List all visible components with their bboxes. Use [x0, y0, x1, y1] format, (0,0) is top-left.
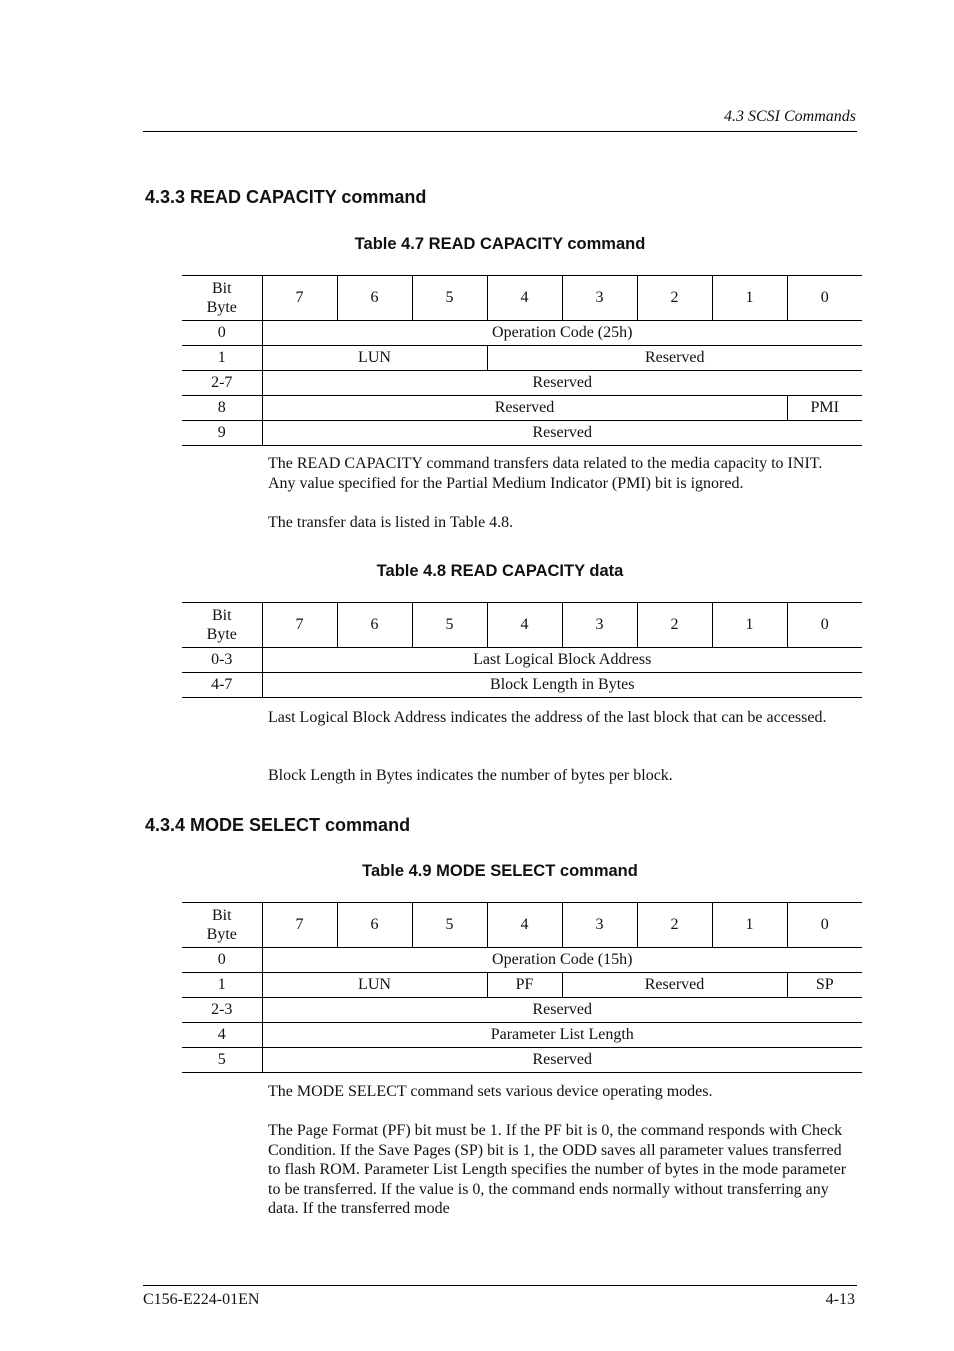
table-caption: Table 4.9 MODE SELECT command: [362, 862, 638, 880]
field-cell: PMI: [787, 396, 862, 421]
read-capacity-command-table: [182, 275, 862, 446]
footer-page-number: 4-13: [825, 1291, 855, 1308]
paragraph: Block Length in Bytes indicates the number of bytes per block.: [268, 767, 673, 784]
table-row: [182, 673, 862, 698]
bit-byte-header-cell: [182, 276, 262, 321]
bit-header-cell: 6: [337, 603, 412, 648]
field-cell: Operation Code (25h): [262, 321, 862, 346]
table-row: [182, 648, 862, 673]
running-head: 4.3 SCSI Commands: [723, 108, 856, 125]
table-row: [182, 321, 862, 346]
bit-header-cell: 5: [412, 903, 487, 948]
field-cell: Reserved: [262, 396, 787, 421]
bit-byte-header-cell: [182, 903, 262, 948]
field-cell: Operation Code (15h): [262, 948, 862, 973]
byte-cell: 1: [182, 973, 262, 998]
byte-cell: 8: [182, 396, 262, 421]
bit-header-cell: 3: [562, 603, 637, 648]
byte-label: Byte: [206, 626, 237, 643]
table-row: [182, 421, 862, 446]
table-row: [182, 973, 862, 998]
field-cell: Reserved: [262, 998, 862, 1023]
footer-rule: [143, 1285, 857, 1286]
byte-cell: 0: [182, 321, 262, 346]
footer-doc-number: C156-E224-01EN: [143, 1291, 260, 1308]
field-cell: Reserved: [262, 1048, 862, 1073]
table-row: [182, 396, 862, 421]
table-row: [182, 371, 862, 396]
bit-header-cell: 3: [562, 276, 637, 321]
bit-label: Bit: [211, 280, 232, 297]
paragraph: Last Logical Block Address indicates the address of the last block that can be accessed.: [268, 709, 827, 726]
field-cell: SP: [787, 973, 862, 998]
byte-cell: 0-3: [182, 648, 262, 673]
bit-header-cell: 2: [637, 603, 712, 648]
bit-label: Bit: [211, 907, 232, 924]
field-cell: Reserved: [562, 973, 787, 998]
byte-cell: 4-7: [182, 673, 262, 698]
field-cell: LUN: [262, 346, 487, 371]
bit-header-cell: 7: [262, 276, 337, 321]
table-row: [182, 1023, 862, 1048]
bit-header-cell: 3: [562, 903, 637, 948]
field-cell: Reserved: [487, 346, 862, 371]
field-cell: PF: [487, 973, 562, 998]
bit-header-cell: 7: [262, 903, 337, 948]
bit-byte-header-cell: [182, 603, 262, 648]
bit-header-cell: 5: [412, 603, 487, 648]
byte-cell: 1: [182, 346, 262, 371]
table-caption: Table 4.8 READ CAPACITY data: [376, 562, 624, 580]
paragraph: The READ CAPACITY command transfers data related to the media capacity to INIT. Any value specified for the Partial Medium Indicator (PMI) bit is ignored.: [268, 455, 823, 492]
bit-label: Bit: [211, 607, 232, 624]
byte-cell: 4: [182, 1023, 262, 1048]
bit-header-cell: 4: [487, 903, 562, 948]
byte-cell: 0: [182, 948, 262, 973]
field-cell: Block Length in Bytes: [262, 673, 862, 698]
byte-cell: 2-3: [182, 998, 262, 1023]
byte-label: Byte: [206, 926, 237, 943]
bit-header-cell: 4: [487, 603, 562, 648]
table-caption: Table 4.7 READ CAPACITY command: [354, 235, 646, 253]
bit-header-cell: 1: [712, 903, 787, 948]
header-rule: [143, 131, 857, 132]
read-capacity-data-table: [182, 602, 862, 698]
byte-cell: 2-7: [182, 371, 262, 396]
section-title: 4.3.4 MODE SELECT command: [145, 815, 411, 835]
field-cell: Parameter List Length: [262, 1023, 862, 1048]
bit-header-cell: 1: [712, 603, 787, 648]
byte-cell: 5: [182, 1048, 262, 1073]
bit-header-cell: 7: [262, 603, 337, 648]
field-cell: Reserved: [262, 421, 862, 446]
bit-header-cell: 6: [337, 903, 412, 948]
field-cell: LUN: [262, 973, 487, 998]
paragraph: The MODE SELECT command sets various device operating modes.: [268, 1083, 713, 1100]
bit-header-cell: 5: [412, 276, 487, 321]
bit-header-cell: 6: [337, 276, 412, 321]
paragraph: The transfer data is listed in Table 4.8.: [268, 514, 514, 531]
bit-header-cell: 1: [712, 276, 787, 321]
paragraph: The Page Format (PF) bit must be 1. If the PF bit is 0, the command responds with Check Condition. If the Save Pages (SP) bit is 1, the ODD saves all parameter values transferred to flash ROM. Parameter List Length specifies the number of bytes in the mode parameter to be transferred. If the value is 0, the command ends normally without transferring any data. If the transferred mode: [268, 1122, 847, 1218]
bit-header-cell: 0: [787, 603, 862, 648]
bit-header-cell: 4: [487, 276, 562, 321]
mode-select-command-table: [182, 902, 862, 1073]
field-cell: Last Logical Block Address: [262, 648, 862, 673]
table-row: [182, 346, 862, 371]
bit-header-cell: 2: [637, 276, 712, 321]
table-row: [182, 1048, 862, 1073]
table-row: [182, 948, 862, 973]
bit-header-cell: 0: [787, 903, 862, 948]
byte-label: Byte: [206, 299, 237, 316]
bit-header-cell: 0: [787, 276, 862, 321]
field-cell: Reserved: [262, 371, 862, 396]
table-row: [182, 998, 862, 1023]
byte-cell: 9: [182, 421, 262, 446]
section-title: 4.3.3 READ CAPACITY command: [145, 187, 427, 207]
bit-header-cell: 2: [637, 903, 712, 948]
